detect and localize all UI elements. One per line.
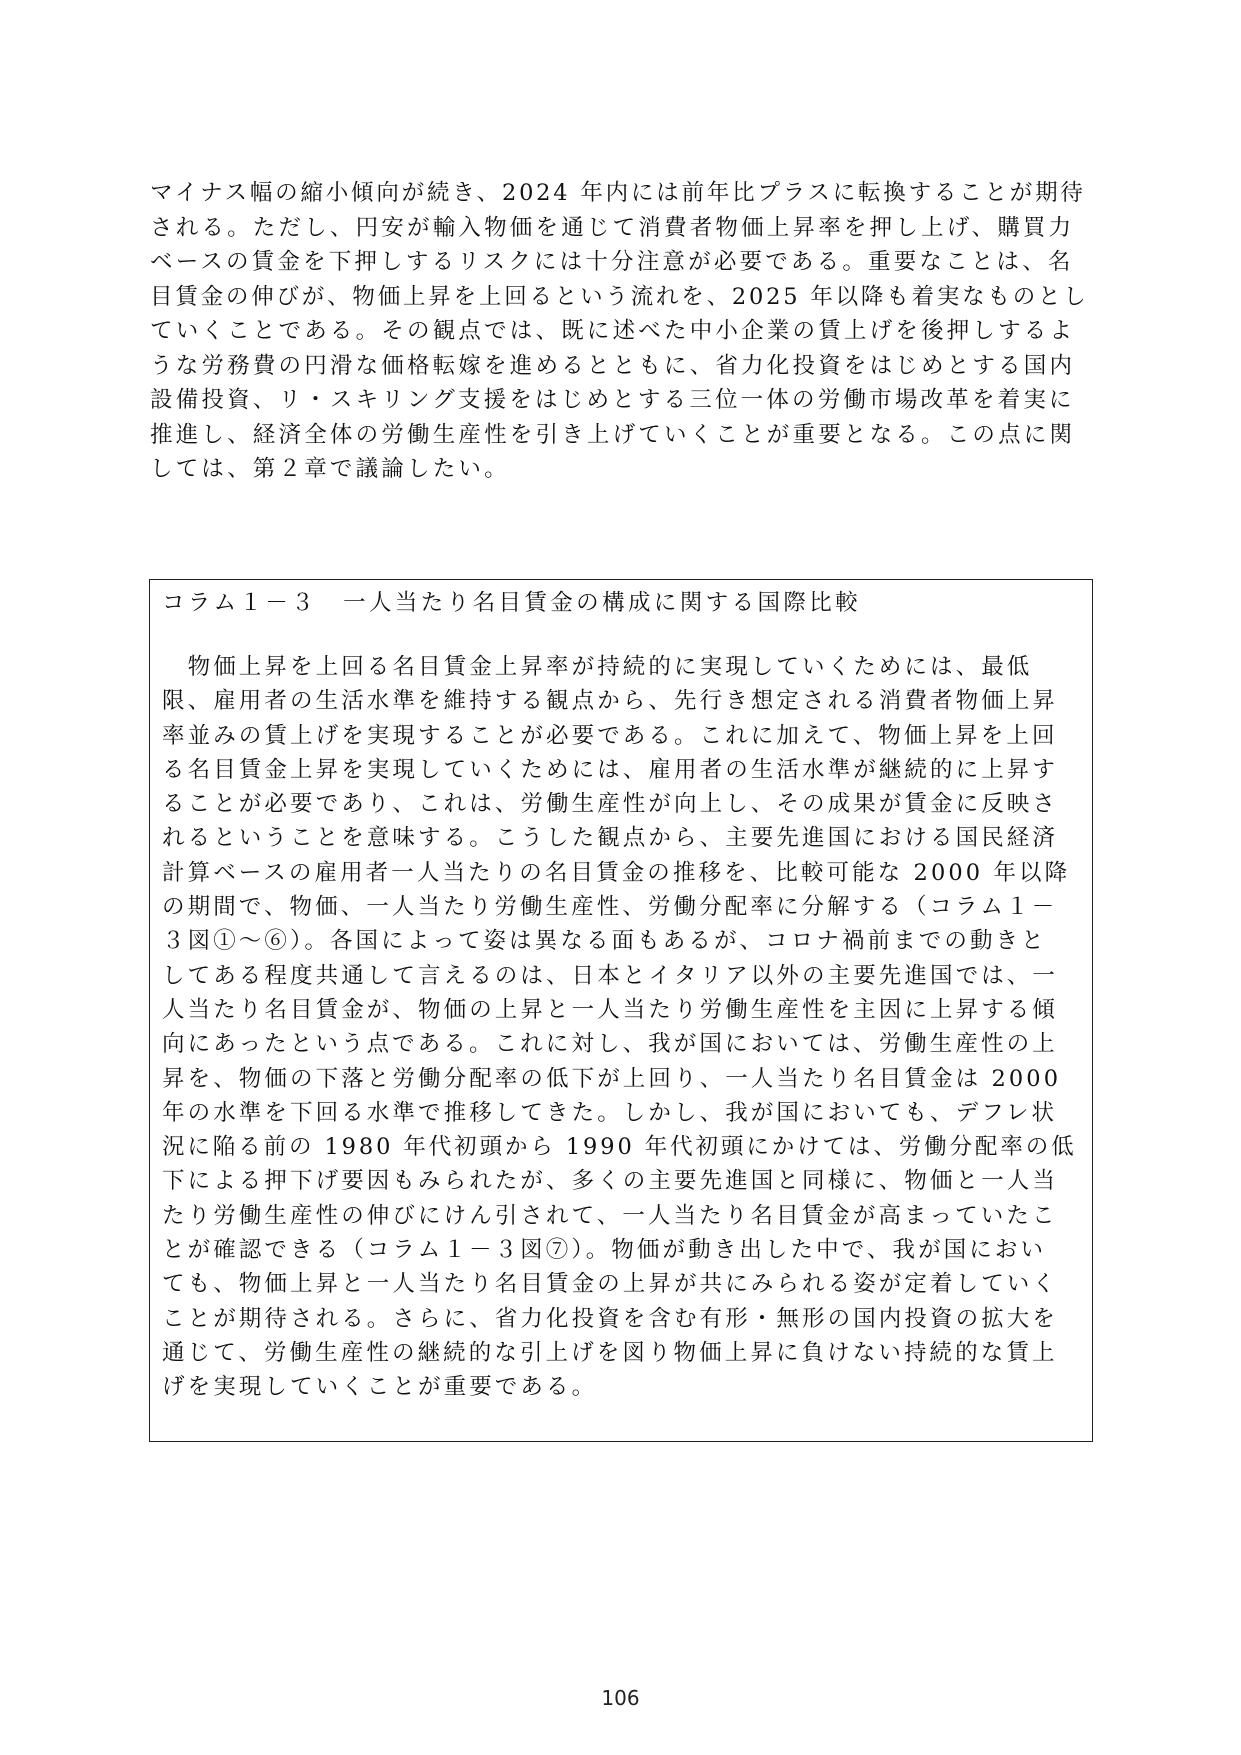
column-line: ることが必要であり、これは、労働生産性が向上し、その成果が賃金に反映さ [162, 791, 1059, 818]
page-number: 106 [601, 1686, 640, 1710]
body-line: ベースの賃金を下押しするリスクには十分注意が必要である。重要なことは、名 [150, 249, 1074, 275]
body-line: 目賃金の伸びが、物価上昇を上回るという流れを、2025 年以降も着実なものとし [150, 283, 1089, 310]
column-line: 昇を、物価の下落と労働分配率の低下が上回り、一人当たり名目賃金は 2000 [162, 1065, 1062, 1092]
column-line: の期間で、物価、一人当たり労働生産性、労働分配率に分解する（コラム１－ [162, 894, 1058, 921]
column-line: ことが期待される。さらに、省力化投資を含む有形・無形の国内投資の拡大を [162, 1305, 1059, 1332]
column-line: 物価上昇を上回る名目賃金上昇率が持続的に実現していくためには、最低 [162, 654, 1033, 680]
column-line: 況に陥る前の 1980 年代初頭から 1990 年代初頭にかけては、労働分配率の低 [162, 1134, 1077, 1161]
column-line: たり労働生産性の伸びにけん引されて、一人当たり名目賃金が高まっていたこ [162, 1202, 1058, 1229]
column-line: 年の水準を下回る水準で推移してきた。しかし、我が国においても、デフレ状 [162, 1099, 1058, 1126]
body-line: マイナス幅の縮小傾向が続き、2024 年内には前年比プラスに転換することが期待 [150, 180, 1086, 206]
body-line: 設備投資、リ・スキリング支援をはじめとする三位一体の労働市場改革を着実に [150, 387, 1075, 413]
body-paragraph [150, 176, 1090, 487]
column-line: してある程度共通して言えるのは、日本とイタリア以外の主要先進国では、一 [162, 962, 1059, 989]
column-line: 下による押下げ要因もみられたが、多くの主要先進国と同様に、物価と一人当 [162, 1168, 1059, 1195]
column-line: 人当たり名目賃金が、物価の上昇と一人当たり労働生産性を主因に上昇する傾 [162, 996, 1059, 1023]
column-line: 率並みの賃上げを実現することが必要である。これに加えて、物価上昇を上回 [162, 722, 1058, 749]
body-line: される。ただし、円安が輸入物価を通じて消費者物価上昇率を押し上げ、購買力 [150, 214, 1075, 241]
column-line: れるということを意味する。こうした観点から、主要先進国における国民経済 [162, 825, 1059, 852]
column-line: 計算ベースの雇用者一人当たりの名目賃金の推移を、比較可能な 2000 年以降 [162, 859, 1071, 886]
body-line: 推進し、経済全体の労働生産性を引き上げていくことが重要となる。この点に関 [150, 421, 1076, 448]
column-line: げを実現していくことが重要である。 [162, 1374, 598, 1401]
body-line: しては、第２章で議論したい。 [150, 456, 510, 482]
column-line: る名目賃金上昇を実現していくためには、雇用者の生活水準が継続的に上昇す [162, 756, 1059, 783]
body-line: うな労務費の円滑な価格転嫁を進めるとともに、省力化投資をはじめとする国内 [150, 352, 1076, 379]
column-line: 通じて、労働生産性の継続的な引上げを図り物価上昇に負けない持続的な賃上 [162, 1339, 1058, 1366]
column-body [162, 650, 1082, 1405]
column-line: 向にあったという点である。これに対し、我が国においては、労働生産性の上 [162, 1031, 1058, 1058]
column-line: とが確認できる（コラム１－３図⑦）。物価が動き出した中で、我が国におい [162, 1237, 1047, 1264]
column-line: 限、雇用者の生活水準を維持する観点から、先行き想定される消費者物価上昇 [162, 688, 1059, 715]
body-line: ていくことである。その観点では、既に述べた中小企業の賃上げを後押しするよ [150, 318, 1076, 344]
column-title: コラム１－３ 一人当たり名目賃金の構成に関する国際比較 [162, 590, 862, 616]
column-box [149, 579, 1093, 1442]
column-line: ３図①～⑥）。各国によって姿は異なる面もあるが、コロナ禍前までの動きと [162, 928, 1047, 955]
column-line: ても、物価上昇と一人当たり名目賃金の上昇が共にみられる姿が定着していく [162, 1271, 1059, 1298]
